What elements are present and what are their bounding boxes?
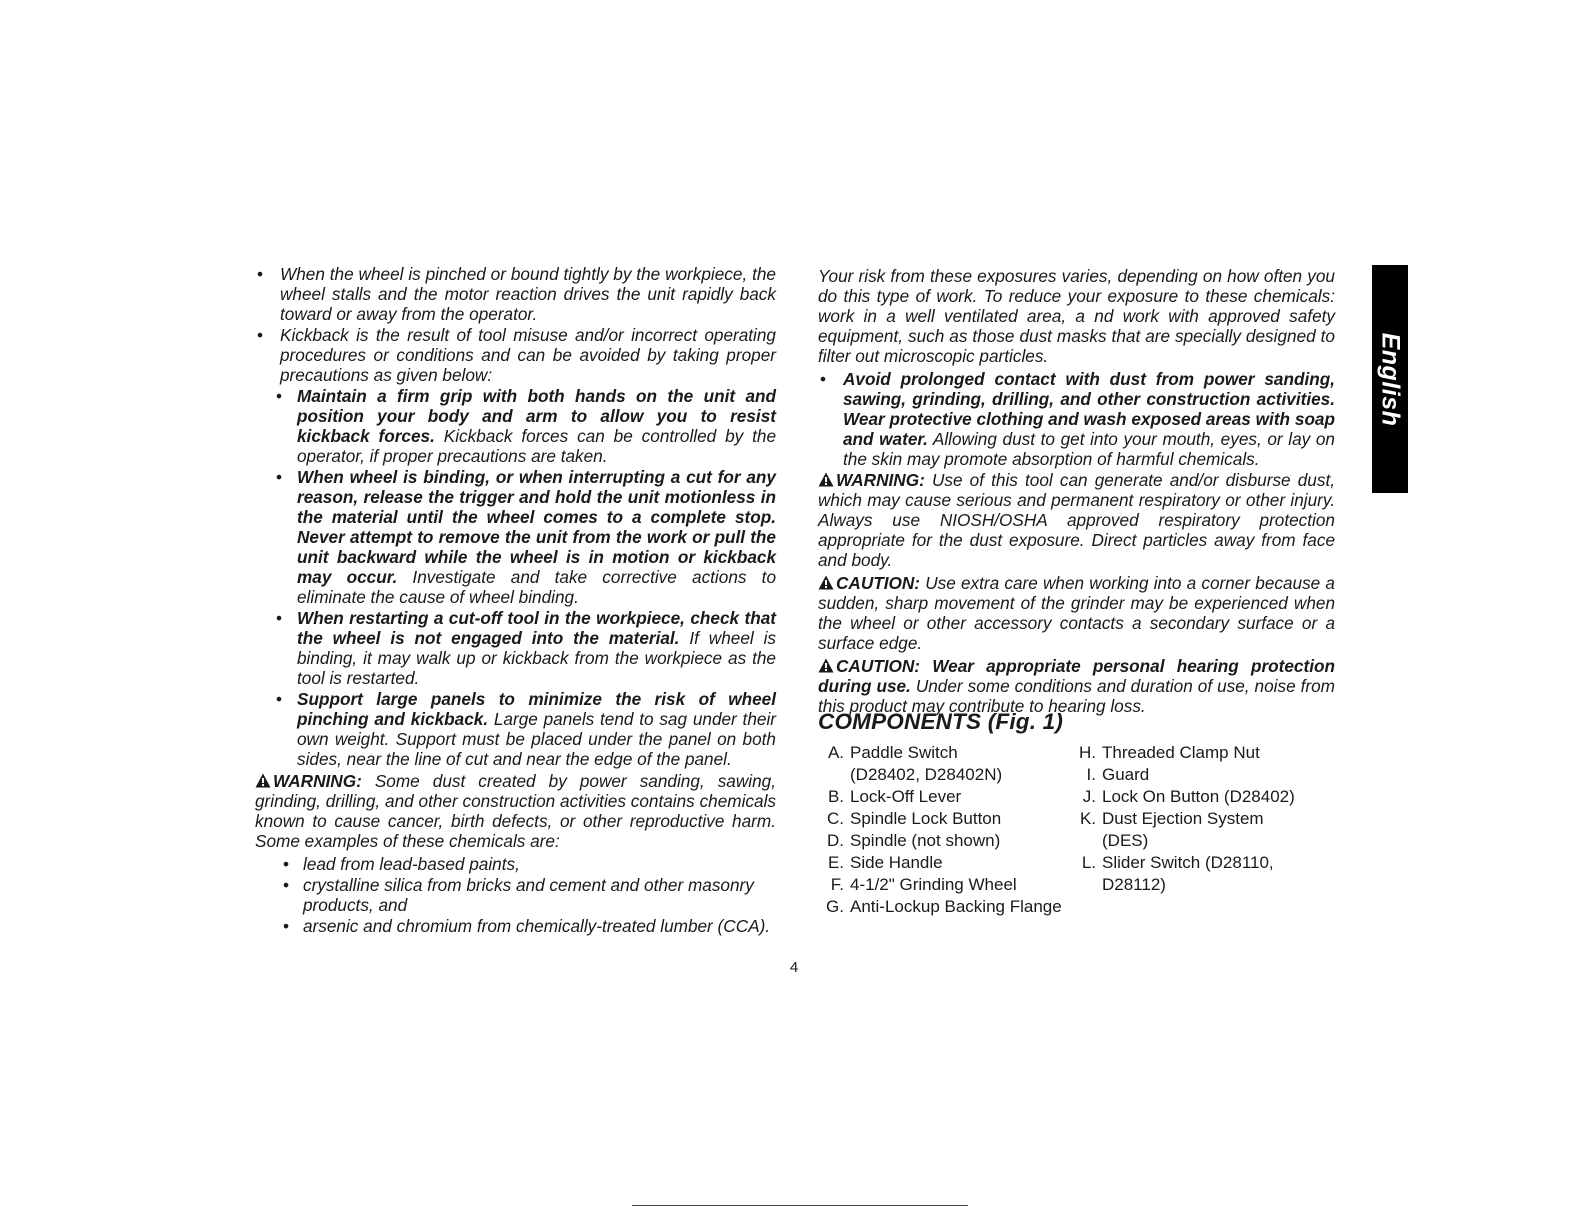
component-letter: J. bbox=[1082, 787, 1096, 806]
list-item bbox=[273, 608, 776, 688]
components-heading: COMPONENTS (Fig. 1) bbox=[818, 709, 1064, 734]
hearing-caution-paragraph bbox=[818, 656, 1335, 716]
warning-label: WARNING: bbox=[273, 771, 362, 791]
warning-triangle-icon bbox=[818, 472, 834, 487]
firm-grip-heading: Maintain a firm grip with both hands on the unit and position your body and arm to allow you to resist kickback forces. bbox=[297, 386, 776, 446]
component-name: D28112) bbox=[1102, 875, 1166, 894]
component-name: Anti-Lockup Backing Flange bbox=[850, 897, 1062, 916]
dust-warning-paragraph bbox=[255, 771, 776, 851]
components-list-right bbox=[1070, 742, 1330, 896]
component-name: Spindle (not shown) bbox=[850, 831, 1001, 850]
caution-label: CAUTION: bbox=[836, 573, 921, 593]
list-item bbox=[1070, 808, 1330, 830]
component-letter bbox=[1070, 874, 1102, 896]
warning-text: Use of this tool can generate and/or disburse dust, which may cause serious and permanent respiratory or other injury. Always use NIOSH/OSHA approved respiratory protection appropriate for the dust exposure. Direct particles away from face and body. bbox=[818, 470, 1335, 570]
warning-label: WARNING: bbox=[836, 470, 925, 490]
list-item bbox=[1070, 742, 1330, 764]
component-letter: L. bbox=[1081, 853, 1096, 872]
list-item bbox=[273, 689, 776, 769]
page-number: 4 bbox=[789, 959, 799, 976]
binding-text: Investigate and take corrective actions to eliminate the cause of wheel binding. bbox=[297, 567, 776, 607]
binding-heading: When wheel is binding, or when interrupting a cut for any reason, release the trigger and hold the unit motionless in the material until the wheel comes to a complete stop. Never attempt to remove the unit from the work or pull the unit backward while the wheel is in motion or kickback may occur. bbox=[297, 467, 776, 587]
list-item bbox=[255, 264, 776, 324]
list-item bbox=[818, 786, 1068, 808]
firm-grip-text: Kickback forces can be controlled by the operator, if proper precautions are taken. bbox=[297, 426, 777, 466]
chemical-item: crystalline silica from bricks and cement and other masonry products, and bbox=[303, 875, 754, 915]
component-letter: F. bbox=[830, 875, 844, 894]
warning-text: Some dust created by power sanding, sawing, grinding, drilling, and other construction activities contains chemicals known to cause cancer, birth defects, or other reproductive harm. Some examples of these chemicals are: bbox=[255, 771, 776, 851]
list-item bbox=[281, 916, 776, 936]
chemical-item: lead from lead-based paints, bbox=[303, 854, 520, 874]
caution-text: Use extra care when working into a corner because a sudden, sharp movement of the grinder may be experienced when the wheel or other accessory contacts a secondary surface or a surface edge. bbox=[818, 573, 1335, 653]
restarting-heading: When restarting a cut-off tool in the workpiece, check that the wheel is not engaged into the material. bbox=[297, 608, 776, 648]
footer-rule bbox=[632, 1205, 968, 1206]
caution-label: CAUTION: bbox=[836, 656, 921, 676]
component-letter: G. bbox=[826, 897, 844, 916]
component-letter: A. bbox=[827, 743, 844, 762]
right-column bbox=[818, 266, 1335, 719]
list-item bbox=[281, 875, 776, 915]
respiratory-warning-paragraph bbox=[818, 470, 1335, 570]
warning-triangle-icon bbox=[818, 658, 834, 673]
hearing-heading: Wear appropriate personal hearing protection during use. bbox=[818, 656, 1335, 696]
component-name: Lock On Button (D28402) bbox=[1102, 787, 1295, 806]
component-letter bbox=[818, 764, 850, 786]
list-item bbox=[818, 808, 1068, 830]
list-item bbox=[281, 854, 776, 874]
list-item bbox=[273, 467, 776, 607]
exposure-paragraph: Your risk from these exposures varies, depending on how often you do this type of work. To reduce your exposure to these chemicals: work in a well ventilated area, a nd work with approved safety equipment, such as those dust masks that are specially designed to filter out microscopic particles. bbox=[818, 266, 1335, 366]
corner-caution-paragraph bbox=[818, 573, 1335, 653]
component-name: 4-1/2" Grinding Wheel bbox=[850, 875, 1017, 894]
panels-heading: Support large panels to minimize the risk of wheel pinching and kickback. bbox=[297, 689, 776, 729]
component-name: Threaded Clamp Nut bbox=[1102, 743, 1260, 762]
list-item bbox=[818, 369, 1335, 469]
component-letter: H. bbox=[1079, 743, 1096, 762]
avoid-contact-heading: Avoid prolonged contact with dust from power sanding, sawing, grinding, drilling, and other construction activities. Wear protective clothing and wash exposed areas with soap and water. bbox=[843, 369, 1335, 449]
component-letter: B. bbox=[827, 787, 844, 806]
warning-triangle-icon bbox=[255, 773, 271, 788]
avoid-contact-text: Allowing dust to get into your mouth, eyes, or lay on the skin may promote absorption of harmful chemicals. bbox=[843, 429, 1335, 469]
kickback-cause-text: When the wheel is pinched or bound tightly by the workpiece, the wheel stalls and the motor reaction drives the unit rapidly back toward or away from the operator. bbox=[280, 264, 776, 324]
language-tab bbox=[1372, 265, 1408, 493]
list-item bbox=[255, 325, 776, 385]
components-list-left bbox=[818, 742, 1068, 918]
caution-text: Under some conditions and duration of use, noise from this product may contribute to hearing loss. bbox=[818, 676, 1335, 716]
component-letter: D. bbox=[827, 831, 844, 850]
component-name: (D28402, D28402N) bbox=[850, 765, 1003, 784]
language-tab-label: English bbox=[1376, 332, 1405, 426]
list-item bbox=[1070, 830, 1330, 852]
list-item bbox=[818, 896, 1068, 918]
component-letter: I. bbox=[1086, 765, 1096, 784]
component-name: Guard bbox=[1102, 765, 1150, 784]
component-letter bbox=[1070, 830, 1102, 852]
list-item bbox=[818, 830, 1068, 852]
chemical-item: arsenic and chromium from chemically-treated lumber (CCA). bbox=[303, 916, 771, 936]
left-column bbox=[255, 264, 776, 937]
component-letter: K. bbox=[1079, 809, 1096, 828]
list-item bbox=[818, 852, 1068, 874]
list-item bbox=[1070, 874, 1330, 896]
component-name: Slider Switch (D28110, bbox=[1102, 853, 1274, 872]
component-name: Paddle Switch bbox=[850, 743, 958, 762]
restarting-text: If wheel is binding, it may walk up or kickback from the workpiece as the tool is restarted. bbox=[297, 628, 777, 688]
kickback-definition-text: Kickback is the result of tool misuse and/or incorrect operating procedures or conditions and can be avoided by taking proper precautions as given below: bbox=[280, 325, 776, 385]
panels-text: Large panels tend to sag under their own weight. Support must be placed under the panel on both sides, near the line of cut and near the edge of the panel. bbox=[297, 709, 776, 769]
component-letter: C. bbox=[827, 809, 844, 828]
list-item bbox=[818, 742, 1068, 764]
component-letter: E. bbox=[827, 853, 844, 872]
list-item bbox=[818, 764, 1068, 786]
list-item bbox=[1070, 852, 1330, 874]
component-name: Dust Ejection System bbox=[1102, 809, 1264, 828]
list-item bbox=[1070, 786, 1330, 808]
component-name: Lock-Off Lever bbox=[850, 787, 962, 806]
component-name: (DES) bbox=[1102, 831, 1149, 850]
list-item bbox=[1070, 764, 1330, 786]
list-item bbox=[273, 386, 776, 466]
component-name: Side Handle bbox=[850, 853, 943, 872]
list-item bbox=[818, 874, 1068, 896]
warning-triangle-icon bbox=[818, 575, 834, 590]
component-name: Spindle Lock Button bbox=[850, 809, 1002, 828]
